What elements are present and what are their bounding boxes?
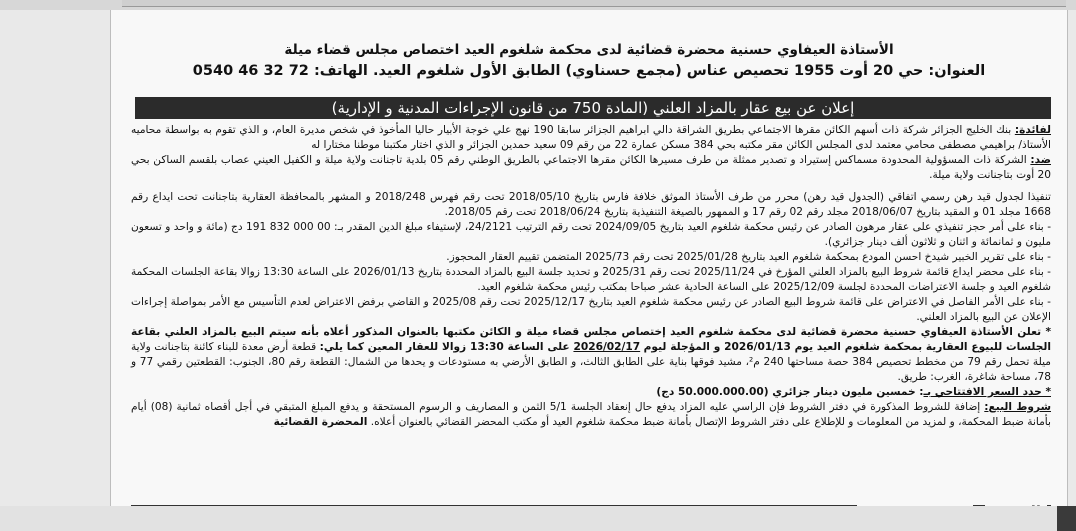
seizure-paragraph: - بناء على أمر حجز تنفيذي على عقار مرهون الصادر عن رئيس محكمة شلغوم العيد بتاريخ 2024/09/05 تحت رقم الترتيب 24/2121، لإستيفاء مبلغ الدين المقدر بـ: 00 000 832 191 دج (مائة و واحد و تسعون مليون و ثمانمائة و اثنان و ثلاثون ألف دينار جزائري).	[131, 221, 1052, 248]
debtor-text: الشركة ذات المسؤولية المحدودة مسماكس إستيراد و تصدير ممثلة من طرف مسيرها الكائن مقرها الاجتماعي بالطريق الوطني رقم 05 بلدية تاجنانت ولاية ميلة و الكفيل العيني عصاب بلقسم الساكن بحي 20 أوت بتاجنانت ولاية ميلة.	[131, 154, 1051, 181]
notice-header	[111, 40, 1067, 82]
debtor-paragraph	[131, 153, 1051, 183]
corner-mark	[1057, 506, 1076, 531]
opening-price-label: * حدد السعر الافتتاحي بـ	[923, 386, 1051, 398]
beneficiary-paragraph	[131, 123, 1051, 153]
property-description: قطعة أرض معدة للبناء كائنة بتاجنانت ولاية ميلة تحمل رقم 79 من مخطط تحصيص 384 حصة مساحتها 240 م²، مشيد فوقها بناية على الطابق الثالث، و الطابق الأرضي به مستودعات و يحدها من الشمال: القطعة رقم 80، الجنوب: القطعتين رقمي 77 و 78، مساحة شاغرة، الغرب: طريق.	[131, 341, 1051, 383]
sale-time: على الساعة 13:30 زوالا للعقار المعين كما يلي:	[319, 341, 574, 353]
sale-conditions	[131, 400, 1051, 430]
bailiff-address: العنوان: حي 20 أوت 1955 تحصيص عناس (مجمع حسناوي) الطابق الأول شلغوم العيد. الهاتف: 72 32 46 0540	[192, 63, 986, 79]
beneficiary-text: بنك الخليج الجزائر شركة ذات أسهم الكائن مقرها الاجتماعي بطريق الشراقة دالي ابراهيم الجزائر سابقا 190 نهج علي خوجة الأبيار حاليا المأخوذ في شخص مديرة العام، و الذي تقوم به بواسطة محاميه الأستاذ/ براهيمي مصطفى محامي معتمد لدى المجلس الكائن مقر مكتبه بحي 384 مسكن عمارة 22 من رقم 09 سعيد حمدين الجزائر و الذي اختار مكتبنا موطنا مختارا له	[131, 124, 1051, 151]
opening-price	[131, 385, 1051, 400]
expert-paragraph: - بناء على تقرير الخبير شيدخ احسن المودع بمحكمة شلغوم العيد بتاريخ 2025/01/28 تحت رقم 2025/73 المتضمن تقييم العقار المحجوز.	[446, 251, 1051, 263]
sale-announcement	[131, 325, 1051, 385]
conditions-deposit-paragraph: - بناء على محضر ايداع قائمة شروط البيع بالمزاد العلني المؤرخ في 2025/11/24 تحت رقم 2025/31 و تحديد جلسة البيع بالمزاد المحددة بتاريخ 2026/01/13 على الساعة 13:30 زوالا بقاعة الجلسات المحكمة شلغوم العيد و جلسة الاعتراضات المحددة لجلسة 2025/12/09 على الساعة الحادية عشر صباحا بمكتب رئيس محكمة شلغوم العيد.	[131, 266, 1051, 293]
objection-paragraph: - بناء على الأمر الفاصل في الاعتراض على قائمة شروط البيع الصادر عن رئيس محكمة شلغوم العيد بتاريخ 2025/12/17 تحت رقم 2025/08 و القاضي برفض الاعتراض لعدم التأسيس مع الأمر بمواصلة إجراءات الإعلان عن البيع بالمزاد العلني.	[131, 296, 1051, 323]
top-edge	[0, 0, 1076, 10]
beneficiary-label: لفائدة:	[1014, 124, 1051, 136]
mortgage-paragraph: تنفيذا لجدول قيد رهن رسمي اتفاقي (الجدول قيد رهن) محرر من طرف الأستاذ الموثق خلافة فارس بتاريخ 2018/05/10 تحت رقم فهرس 2018/248 و المشهر بالمحافظة العقارية بتاجنانت تحت ايداع رقم 1668 مجلد 01 و المقيد بتاريخ 2018/06/07 مجلد رقم 02 رقم 17 و الممهور بالصيغة التنفيذية بتاريخ 2018/06/24 تحت رقم 2018/05.	[131, 191, 1051, 218]
sale-date: 2026/02/17	[573, 341, 641, 353]
sale-conditions-text: إضافة للشروط المذكورة في دفتر الشروط فإن الراسي عليه المزاد يدفع حال إنعقاد الجلسة 5/1 الثمن و المصاريف و الرسوم المستحقة و يدفع المبلغ المتبقي في أجل أقصاه ثمانية (08) أيام بأمانة ضبط المحكمة، و لمزيد من المعلومات و للإطلاع على دفتر الشروط الإتصال بأمانة ضبط محكمة شلغوم العيد أو مكتب المحضر القضائي بالعنوان أعلاه.	[131, 401, 1051, 428]
bottom-edge	[0, 506, 1076, 531]
opening-price-value: : خمسين مليون دينار جزائري (50.000.000.00 دج)	[656, 386, 924, 398]
notice-banner: إعلان عن بيع عقار بالمزاد العلني (المادة 750 من قانون الإجراءات المدنية و الإدارية)	[135, 97, 1051, 119]
debtor-label: ضد:	[1030, 154, 1051, 166]
bailiff-title: الأستاذة العيفاوي حسنية محضرة قضائية لدى محكمة شلغوم العيد اختصاص مجلس قضاء ميلة	[284, 42, 894, 58]
signature: المحضرة القضائية	[273, 416, 368, 428]
sale-announcement-lead: * تعلن الأستاذة العيفاوي حسنية محضرة قضائية لدى محكمة شلغوم العيد إختصاص مجلس قضاء ميلة و الكائن مكتبها بالعنوان المذكور أعلاه بأنه سيتم البيع بالمزاد العلني بقاعة الجلسات للبيوع العقارية بمحكمة شلغوم العيد يوم 2026/01/13 و المؤجلة ليوم	[131, 326, 1051, 353]
legal-notice	[110, 10, 1068, 506]
notice-body	[131, 123, 1051, 430]
top-strip	[122, 0, 1066, 7]
sale-conditions-label: شروط البيع:	[984, 401, 1051, 413]
